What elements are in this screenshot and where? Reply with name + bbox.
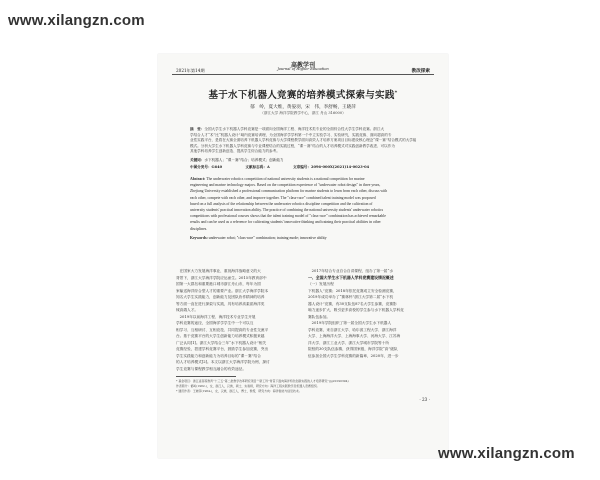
footnote: * 通讯作者：王晓萍(1964-)，女，汉族，浙江人，博士，教授，研究方向：海洋智能与信息技术。 xyxy=(176,389,302,393)
body-line: 学科竞赛，来自浙江大学、哈尔滨工程大学、浙江海洋 xyxy=(308,327,397,332)
clc-number: 中图分类号：G640 xyxy=(190,165,223,169)
journal-name-en: Journal of Higher Education xyxy=(277,67,329,71)
body-line: 2019年学院组织了第一届全国大学生水下机器人 xyxy=(308,321,392,325)
body-line: 洋大学、浙江工业大学、浙江大学城市学院等十所 xyxy=(308,340,390,345)
body-line: 背景下，浙江大学海洋学院应运而生。2015年教育部中 xyxy=(176,275,267,280)
abstract-en xyxy=(190,176,416,232)
abstract-cn-line: 业性实践平台，是将在大赛全面培养下机器人学科竞赛与大学课程教学面向高效人才培养方案项目目标建设核心理念“课－赛”结合模式的大学能 xyxy=(190,138,416,143)
abstract-en-line: Zhejiang University established a professional communication platform for marine students to learn from each other, discuss with xyxy=(190,189,388,194)
paper-title: 基于水下机器人竞赛的培养模式探索与实践* xyxy=(208,89,398,101)
watermark-top: www.xilangzn.com xyxy=(8,12,145,29)
keywords-en: Keywords: underwater robot; "class-race" combination; training mode; innovative ability xyxy=(190,236,327,240)
author-list: 郁 岭，夏大维，黄晏羽，宋 伟，李舒畅，王晓萍 xyxy=(250,105,356,110)
footnote: * 基金项目：浙江省高等教育“十三五”第二批教学改革研究项目““新工科”背景下面向海洋特色创新实践的人才培养研究”(jg20190394) xyxy=(176,379,349,383)
body-line: 学生竞赛与课程教学相互融合的有效途径。 xyxy=(176,366,247,371)
abstract-cn-line: 模式。分析大学生水下机器人学科竞赛与专业课程结合的实践过程，“课－赛”结合的人才培养模式对实践创新教学改进、可以作为 xyxy=(190,143,395,148)
classification-row xyxy=(190,165,416,170)
body-line: 学科竞赛的途径，全国海洋学学生中一个可以互 xyxy=(176,321,254,325)
watermark-bottom: www.xilangzn.com xyxy=(438,445,575,462)
section-heading: 一、全国大学生水下机器人学科竞赛建设情况概述 xyxy=(308,274,394,280)
affiliation: （浙江大学 海洋学院教学中心，浙江 舟山 316000） xyxy=(260,111,346,115)
page-number: · 23 · xyxy=(419,397,430,402)
body-line: 家输送海洋综合型人才的重要产业。浙江大学海洋学院本 xyxy=(176,288,269,293)
abstract-en-line: engineering and marine technology majors. Based on the competition experience of "underwater robot design" in three years, xyxy=(190,183,381,188)
abstract-cn-line: 摘 要：全国大学生水下机器人学科竞赛是一项面向全国海洋工程、海洋技术类专业的全面综合性大学生学科竞赛。浙江大 xyxy=(190,127,385,131)
abstract-en-line: results and can be used as a reference for cultivating students' innovative thinking and training their practical abilities in other xyxy=(190,220,381,225)
abstract-en-line: based on a full analysis of the relationship between the underwater robotics discipline competition and the cultivation of xyxy=(190,201,373,206)
body-line: 国第一大群岛和重要港口城市浙江舟山市，每年为国 xyxy=(176,282,261,286)
body-line: 下机器人”竞赛；2018年依托竞赛成立安全检测竞赛， xyxy=(308,288,397,293)
abstract-cn xyxy=(190,127,416,155)
body-line: 的人才培养模式[2]。本文以浙江大学海洋学院为例，探讨 xyxy=(176,360,270,364)
body-line: 赛队伍参加。 xyxy=(308,314,331,319)
abstract-cn-line: 学结合人才“术”比“机器人设计”域内竞赛培训理，为全国海洋学学科第一个中立实验学习、实验研究，实践竞赛、面向超高的专 xyxy=(190,132,392,137)
footnote-rule xyxy=(176,376,236,377)
body-line: 2017年结合专业自合自讲课程，组办了第一届“水 xyxy=(308,269,394,273)
body-line: 大学、上海海洋大学、上海海事大学、河海大学、江苏海 xyxy=(308,334,401,338)
section-label: 教改探索 xyxy=(411,69,430,74)
subsection-heading: （一）发展历程 xyxy=(308,282,334,286)
doc-code: 文献标志码：A xyxy=(245,165,270,169)
body-line: 知名大学生实践能力，创新能力及团队协作精神的培养 xyxy=(176,295,265,299)
body-line: 台。基于竞赛平台的大学生创新能力培养模式积极来越 xyxy=(176,334,265,338)
body-line: 等方面一直在进行探索与实践，具有培养高素质海洋类 xyxy=(176,301,265,306)
body-line: 竞赛经验，搭建学科竞赛平台，鼓励学生参加竞赛，突出 xyxy=(176,347,269,351)
keywords-cn: 关键词：水下机器人；“课－赛”结合；培养模式；创新能力 xyxy=(190,158,284,162)
body-line: 相学习、互相研讨、互相竞技、共同提高的专业性交流平 xyxy=(176,327,269,332)
body-line: 2019年以前海洋工程、海洋技术专业学生开展 xyxy=(176,314,256,319)
paper-page xyxy=(158,54,448,458)
abstract-en-line: university students' practical innovation ability. The practice of combining the national university students' underwater robotics xyxy=(190,208,384,213)
footnote: 作者简介：郁岭(1982-)，女，浙江人，汉族，硕士，实验师，研究方向：海洋工程实践教学及机器人竞赛组织。 xyxy=(176,384,320,388)
header-rule xyxy=(172,74,434,75)
issue-label: 2021年第14期 xyxy=(176,68,205,73)
abstract-en-line: competitions with professional courses shows that the talent training model of "class-race" combination has achieved remarkable xyxy=(190,214,386,219)
body-column-left xyxy=(176,268,300,372)
body-line: 院校的30支队伍参赛，获得国家级，海洋学院“高”级队 xyxy=(308,347,398,351)
body-line: 学生实践能力和创新能力为培养目标的“课－赛”结合 xyxy=(176,353,261,358)
body-column-right xyxy=(308,268,432,359)
body-line: 2019年成功举办了“赛林杯”浙江大学第二届“水下机 xyxy=(308,295,394,299)
body-line: 器人设计”竞赛，有30支队伍87名大学生参赛，竞赛影 xyxy=(308,301,397,306)
body-line: 在国家大力发展海洋事业，重视海洋战略意义的大 xyxy=(176,269,261,273)
body-line: 械高端人才。 xyxy=(176,308,199,312)
body-line: 响力逐步扩大，吸引更多高校的学生参与水下机器人学科竞 xyxy=(308,308,404,312)
abstract-en-line: each other, compete with each other, and improve together. The "class-race" combined talent training model was proposed xyxy=(190,195,376,200)
body-line: 广泛认同[1]。浙江大学结合三年“水下机器人设计”相关 xyxy=(176,340,267,345)
article-id: 文章编号：2096-000X(2021)14-0023-04 xyxy=(293,165,370,169)
journal-name: 高教学刊 xyxy=(290,62,315,69)
abstract-cn-line: 其他学科培养学生创新创造、提高学生综合能力的参考。 xyxy=(190,149,280,154)
abstract-en-line: Abstract: The underwater robotics competition of national university students is a national competition for marine xyxy=(190,177,365,181)
body-line: 伍参加全国大学生学科竞赛的新篇章，2020年，进一步 xyxy=(308,353,399,358)
abstract-en-line: disciplines. xyxy=(190,226,208,231)
